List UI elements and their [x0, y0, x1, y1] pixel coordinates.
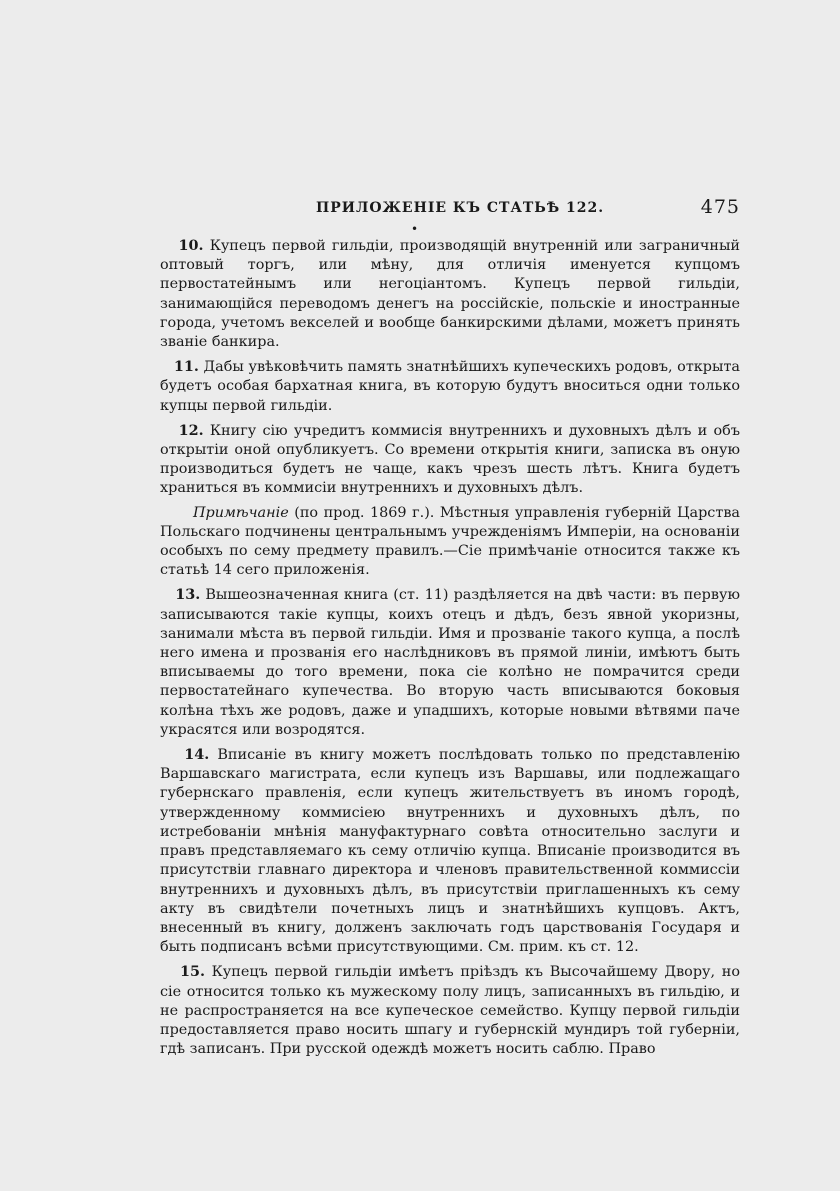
article-text: Дабы увѣковѣчить память знатнѣйшихъ купеческихъ родовъ, открыта будетъ особая бархатная книга, въ которую будутъ вноситься одни только купцы первой гильдіи. — [160, 359, 740, 414]
article-text: Вышеозначенная книга (ст. 11) раздѣляется на двѣ части: въ первую записываются такіе купцы, коихъ отецъ и дѣдъ, безъ явной укоризны, занимали мѣста въ первой гильдіи. Имя и прозваніе такого купца, а послѣ него имена и прозванія его наслѣдниковъ въ прямой линіи, имѣютъ быть вписываемы до того времени, пока сіе колѣно не помрачится среди первостатейнаго купечества. Во вторую часть вписываются боковыя колѣна тѣхъ же родовъ, даже и упадшихъ, которые новыми вѣтвями паче украсятся или возродятся. — [160, 587, 740, 738]
header-dot: • — [411, 222, 419, 236]
article-text: Вписаніе въ книгу можетъ послѣдовать только по представленію Варшавскаго магистрата, если купецъ изъ Варшавы, или подлежащаго губернскаго правленія, если купецъ жительствуетъ въ иномъ городѣ, утвержденному коммисіею внутреннихъ и духовныхъ дѣлъ, по истребованіи мнѣнія мануфактурнаго совѣта относительно заслуги и правъ представляемаго къ сему отличію купца. Вписаніе производится въ присутствіи главнаго директора и членовъ правительственной коммиссіи внутреннихъ и духовныхъ дѣлъ, въ присутствіи приглашенныхъ къ сему акту въ свидѣтели почетныхъ лицъ и знатнѣйшихъ купцовъ. Актъ, внесенный въ книгу, долженъ заключать годъ царствованія Государя и быть подписанъ всѣми присутствующими. См. прим. къ ст. 12. — [160, 747, 740, 956]
article-text: Книгу сію учредитъ коммисія внутреннихъ и духовныхъ дѣлъ и объ открытіи оной опубликуетъ. Со времени открытія книги, записка въ оную производиться будетъ не чаще, какъ чрезъ шесть лѣтъ. Книга будетъ храниться въ коммисіи внутреннихъ и духовныхъ дѣлъ. — [160, 422, 740, 497]
note-text: (по прод. 1869 г.). Мѣстныя управленія губерній Царства Польскаго подчинены центральнымъ учрежденіямъ Имперіи, на основаніи особыхъ по сему предмету правилъ.—Сіе примѣчаніе относится также къ статьѣ 14 сего приложенія. — [160, 504, 740, 579]
note-label: Примѣчаніе — [192, 504, 289, 521]
page-header — [160, 196, 740, 236]
running-title: ПРИЛОЖЕНІЕ КЪ СТАТЬѢ 122. — [316, 200, 605, 216]
article-number: 11. — [173, 358, 199, 376]
article-10 — [160, 236, 740, 352]
note — [160, 504, 740, 581]
article-12 — [160, 421, 740, 499]
article-number: 10. — [178, 237, 204, 254]
article-number: 14. — [184, 746, 210, 764]
document-body — [160, 236, 740, 1064]
article-number: 13. — [175, 586, 201, 604]
article-number: 15. — [179, 963, 206, 981]
article-11 — [160, 357, 740, 416]
article-15 — [160, 962, 740, 1059]
article-number: 12. — [178, 421, 204, 439]
article-text: Купецъ первой гильдіи имѣетъ пріѣздъ къ Высочайшему Двору, но сіе относится только къ мужескому полу лицъ, записанныхъ въ гильдію, и не распространяется на все купеческое семейство. Купцу первой гильдіи предоставляется право носить шпагу и губернскій мундиръ той губерніи, гдѣ записанъ. При русской одеждѣ можетъ носить саблю. Право — [160, 964, 741, 1058]
article-text: Купецъ первой гильдіи, производящій внутренній или заграничный оптовый торгъ, или мѣну, для отличія именуется купцомъ первостатейнымъ или негоціантомъ. Купецъ первой гильдіи, занимающійся переводомъ денегъ на россійскіе, польскіе и иностранные города, учетомъ векселей и вообще банкирскими дѣлами, можетъ принять званіе банкира. — [160, 238, 741, 351]
page-number: 475 — [700, 196, 740, 218]
article-13 — [160, 585, 740, 740]
article-14 — [160, 745, 740, 957]
